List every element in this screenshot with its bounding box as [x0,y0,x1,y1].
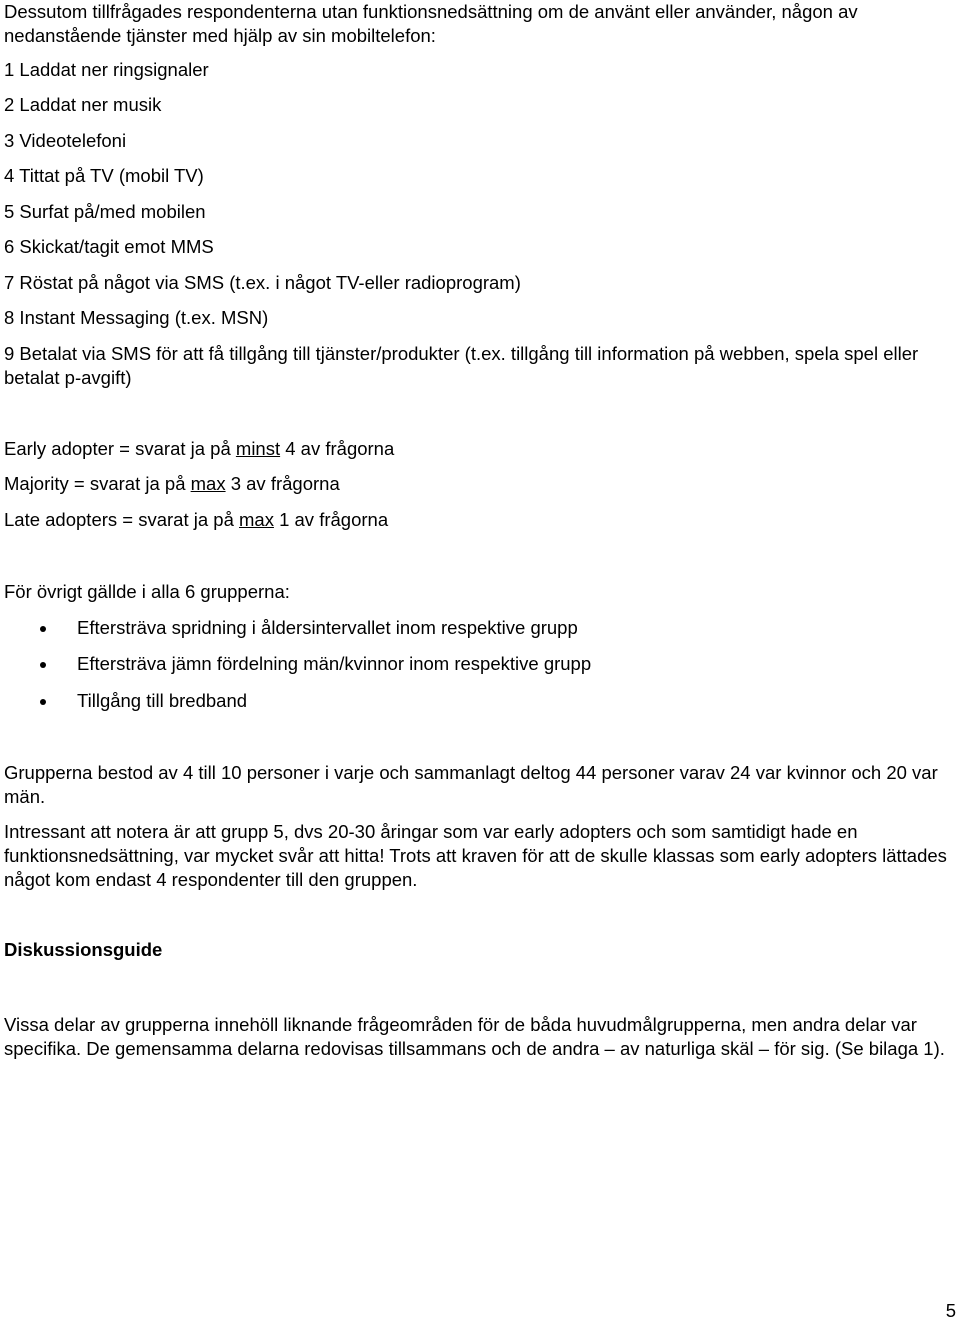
service-item: 7 Röstat på något via SMS (t.ex. i något TV-eller radioprogram) [4,272,521,293]
service-item: 1 Laddat ner ringsignaler [4,59,209,80]
service-item: 8 Instant Messaging (t.ex. MSN) [4,307,269,328]
bullet-icon [40,662,46,668]
discussion-paragraph: Vissa delar av grupperna innehöll liknande frågeområden för de båda huvudmålgrupperna, men andra delar var specifika. De gemensamma delarna redovisas tillsammans och de andra – av naturliga skäl – för sig. (Se bilaga 1). [4,1014,945,1059]
service-item: 9 Betalat via SMS för att få tillgång till tjänster/produkter (t.ex. tillgång till information på webben, spela spel eller betalat p-avgift) [4,343,919,388]
bullet-icon [40,699,46,705]
groups-intro: För övrigt gällde i alla 6 grupperna: [4,581,290,602]
groups-paragraph: Grupperna bestod av 4 till 10 personer i varje och sammanlagt deltog 44 personer varav 24 var kvinnor och 20 var män. [4,762,938,807]
section-heading: Diskussionsguide [4,939,163,960]
page-number: 5 [945,1300,956,1321]
service-item: 5 Surfat på/med mobilen [4,201,206,222]
definition-early-adopter: Early adopter = svarat ja på minst 4 av frågorna [4,438,395,459]
bullet-icon [40,626,46,632]
definition-majority: Majority = svarat ja på max 3 av frågorna [4,473,340,494]
intro-paragraph: Dessutom tillfrågades respondenterna utan funktionsnedsättning om de använt eller använder, någon av nedanstående tjänster med hjälp av sin mobiltelefon: [4,1,858,46]
service-item: 4 Tittat på TV (mobil TV) [4,165,204,186]
service-item: 6 Skickat/tagit emot MMS [4,236,214,257]
interesting-paragraph: Intressant att notera är att grupp 5, dvs 20-30 åringar som var early adopters och som samtidigt hade en funktionsnedsättning, var mycket svår att hitta! Trots att kraven för att de skulle klassas som early adopters lättades något kom endast 4 respondenter till den gruppen. [4,821,947,890]
bullet-list-item: Eftersträva spridning i åldersintervallet inom respektive grupp [0,616,940,640]
service-item: 3 Videotelefoni [4,130,127,151]
definition-late-adopters: Late adopters = svarat ja på max 1 av frågorna [4,509,389,530]
bullet-list-item: Tillgång till bredband [0,689,940,713]
service-item: 2 Laddat ner musik [4,94,162,115]
bullet-list-item: Eftersträva jämn fördelning män/kvinnor inom respektive grupp [0,652,940,676]
